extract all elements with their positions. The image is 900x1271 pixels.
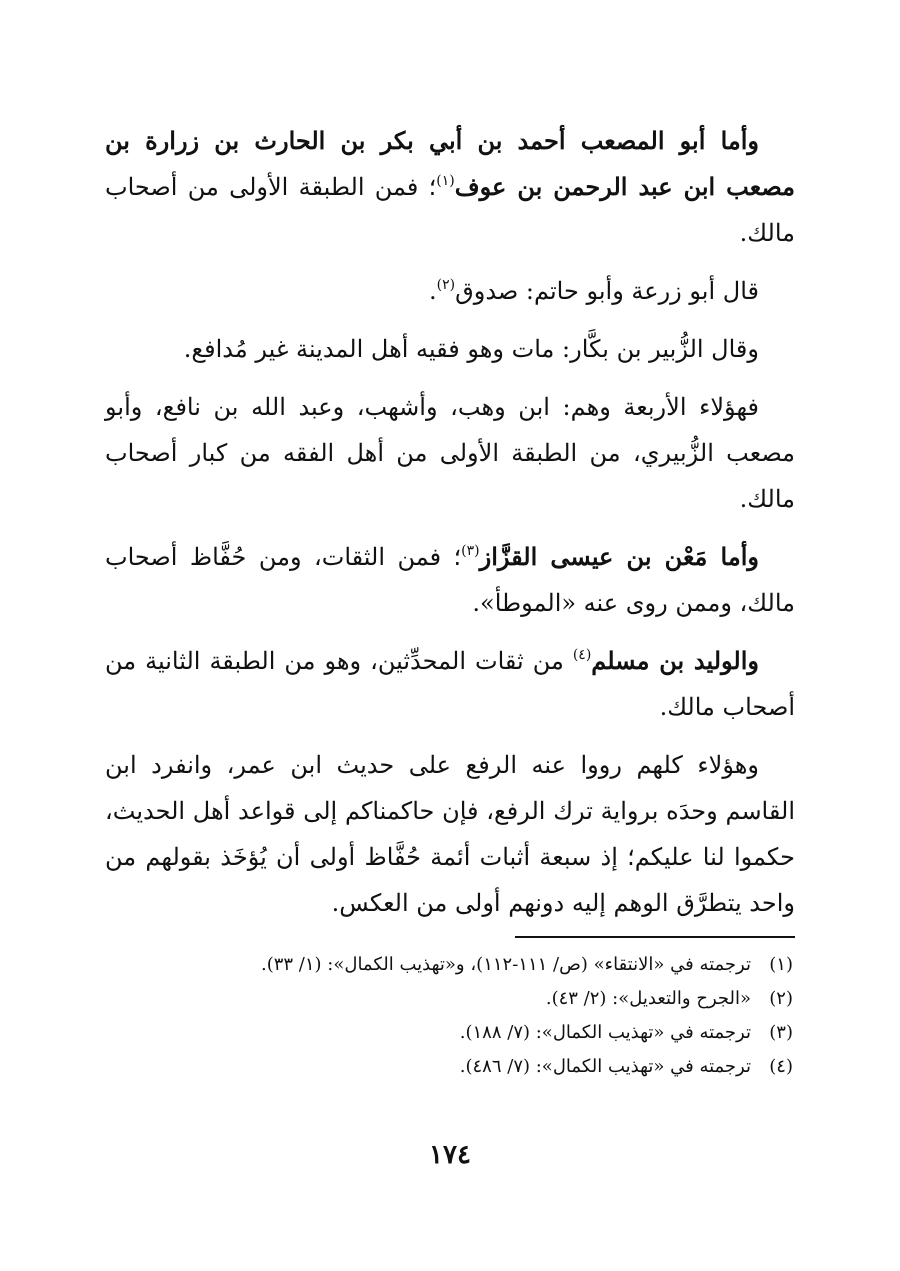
footnote-ref-4: (٤) xyxy=(572,647,592,663)
paragraph-abu-musab xyxy=(105,118,795,256)
page-number: ١٧٤ xyxy=(429,1140,471,1170)
footnote-number: (٤) xyxy=(769,1056,793,1077)
paragraph-abu-zura xyxy=(105,268,795,314)
main-text xyxy=(105,118,795,938)
footnote-ref-2: (٢) xyxy=(436,277,456,293)
footnote-text: «الجرح والتعديل»: (٢/ ٤٣). xyxy=(545,988,751,1009)
paragraph-zubayr xyxy=(105,326,795,372)
footnote-number: (٢) xyxy=(769,988,793,1009)
paragraph-text: فهؤلاء الأربعة وهم: ابن وهب، وأشهب، وعبد الله بن نافع، وأبو مصعب الزُّبيري، من الطبقة الأولى من أهل الفقه من كبار أصحاب مالك. xyxy=(105,393,795,513)
footnote-4 xyxy=(105,1050,793,1084)
footnote-number: (٣) xyxy=(769,1022,793,1043)
footnote-2 xyxy=(105,982,793,1016)
footnote-text: ترجمته في «تهذيب الكمال»: (٧/ ٤٨٦). xyxy=(459,1056,751,1077)
footnote-number: (١) xyxy=(769,954,793,975)
footnote-separator xyxy=(515,936,795,938)
paragraph-text: ؛ فمن الثقات، ومن حُفَّاظ أصحاب مالك، وممن روى عنه «الموطأ». xyxy=(105,543,795,617)
footnote-text: ترجمته في «الانتقاء» (ص/ ١١١-١١٢)، و«تهذيب الكمال»: (١/ ٣٣). xyxy=(260,954,751,975)
paragraph-man-ibn-isa xyxy=(105,534,795,626)
footnote-1 xyxy=(105,948,793,982)
paragraph-text: وهؤلاء كلهم رووا عنه الرفع على حديث ابن عمر، وانفرد ابن القاسم وحدَه برواية ترك الرفع، فإن حاكمناكم إلى قواعد أهل الحديث، حكموا لنا عليكم؛ إذ سبعة أثبات أئمة حُفَّاظ أولى أن يُؤخَذ بقولهم من واحد يتطرَّق الوهم إليه دونهم أولى من العكس. xyxy=(105,751,795,917)
footnotes xyxy=(105,948,793,1084)
paragraph-end: . xyxy=(429,277,437,305)
footnote-text: ترجمته في «تهذيب الكمال»: (٧/ ١٨٨). xyxy=(459,1022,751,1043)
paragraph-text: قال أبو زرعة وأبو حاتم: صدوق xyxy=(455,277,759,305)
paragraph-text: ؛ فمن الطبقة الأولى من أصحاب مالك. xyxy=(105,173,795,247)
footnote-ref-1: (١) xyxy=(436,173,455,189)
bold-name: والوليد بن مسلم xyxy=(591,646,759,675)
bold-name: وأما مَعْن بن عيسى القزَّاز xyxy=(479,542,759,571)
paragraph-four-companions xyxy=(105,384,795,522)
footnote-ref-3: (٣) xyxy=(461,543,480,559)
footnote-3 xyxy=(105,1016,793,1050)
bold-name: وأما أبو المصعب أحمد بن أبي بكر بن الحارث بن زرارة بن مصعب ابن عبد الرحمن بن عوف xyxy=(105,126,795,201)
paragraph-text: وقال الزُّبير بن بكَّار: مات وهو فقيه أهل المدينة غير مُدافع. xyxy=(183,335,759,363)
paragraph-conclusion xyxy=(105,742,795,926)
paragraph-walid xyxy=(105,638,795,730)
paragraph-text: من ثقات المحدِّثين، وهو من الطبقة الثانية من أصحاب مالك. xyxy=(105,647,795,721)
